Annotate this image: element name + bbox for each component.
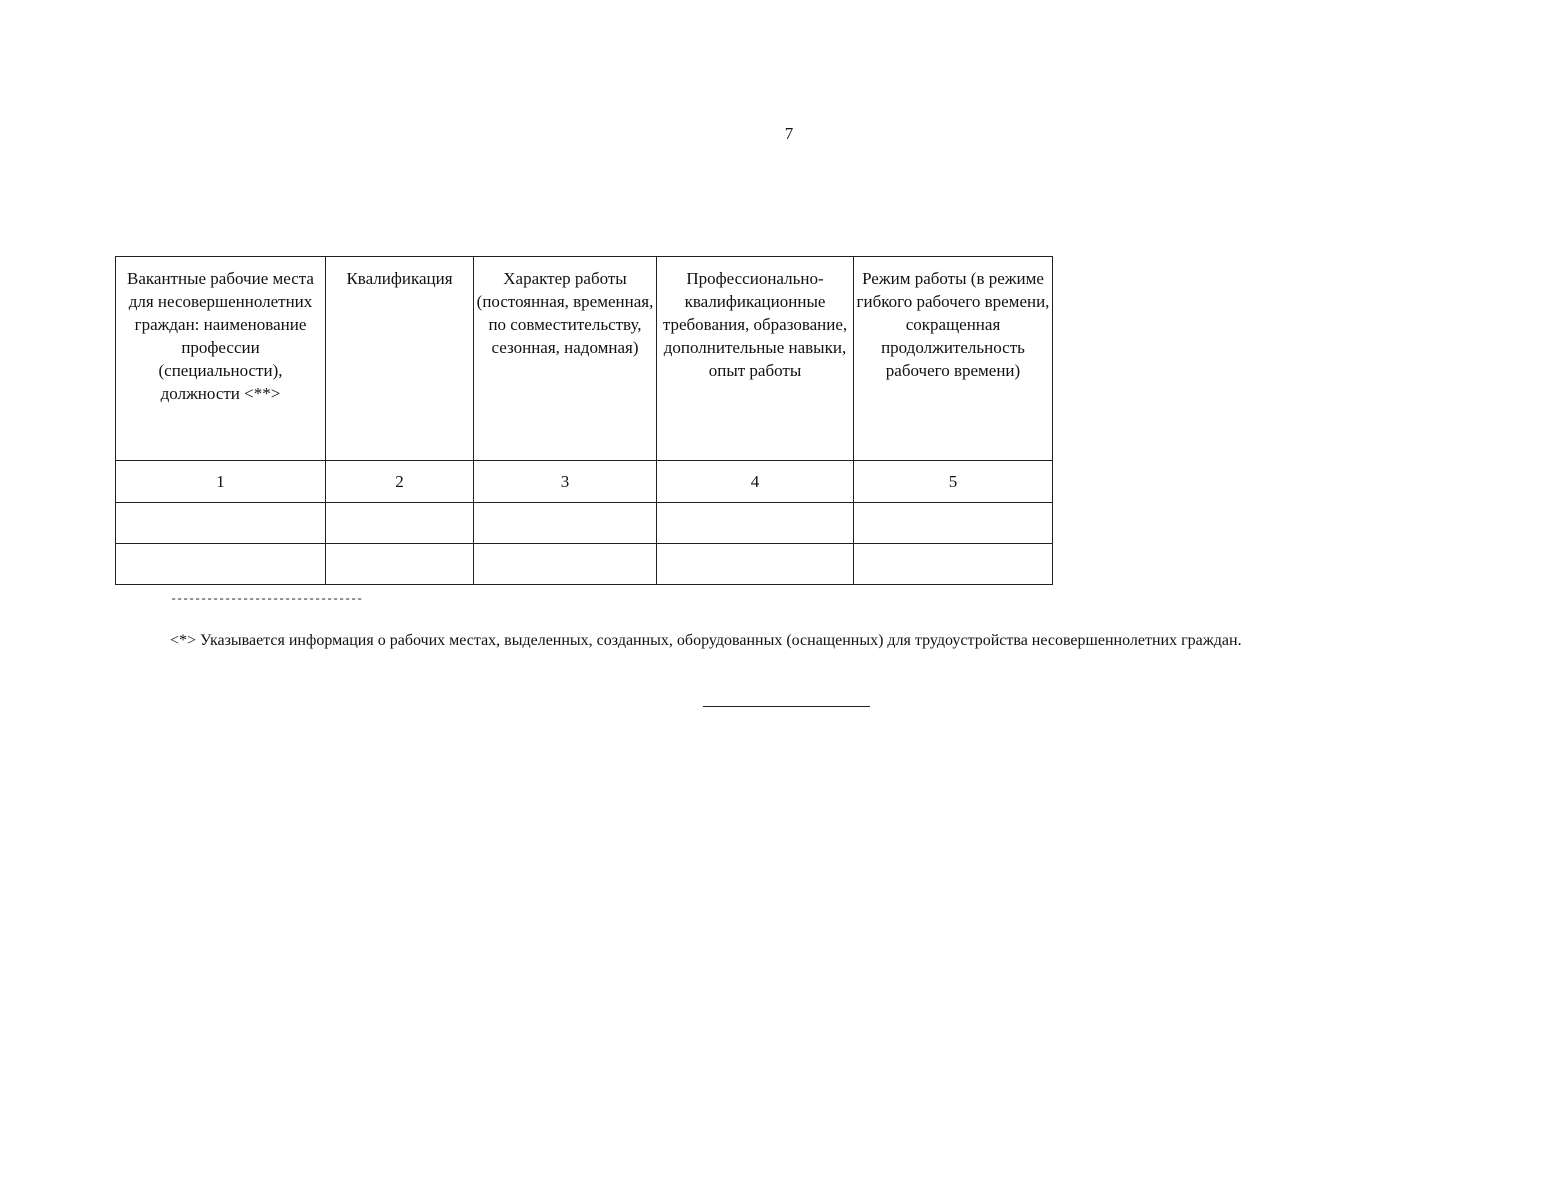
header-work-nature: Характер работы (постоянная, временная, по совместительству, сезонная, надомная): [474, 257, 657, 461]
table-header-row: [116, 257, 1053, 461]
table-cell: [657, 503, 854, 544]
table-row: [116, 544, 1053, 585]
vacancies-table: [115, 256, 1053, 585]
header-requirements: Профессионально-квалификационные требования, образование, дополнительные навыки, опыт работы: [657, 257, 854, 461]
table-cell: [116, 503, 326, 544]
table-row: [116, 503, 1053, 544]
header-vacant-workplaces: Вакантные рабочие места для несовершеннолетних граждан: наименование профессии (специальности), должности <**>: [116, 257, 326, 461]
column-number: 2: [326, 461, 474, 503]
column-number: 5: [854, 461, 1053, 503]
table-cell: [116, 544, 326, 585]
footnote: <*> Указывается информация о рабочих местах, выделенных, созданных, оборудованных (оснащенных) для трудоустройства несовершеннолетних граждан.: [170, 632, 1242, 649]
table-cell: [474, 503, 657, 544]
table-cell: [657, 544, 854, 585]
header-qualification: Квалификация: [326, 257, 474, 461]
page-number: 7: [784, 124, 794, 143]
column-number-row: [116, 461, 1053, 503]
table-cell: [854, 544, 1053, 585]
table-cell: [854, 503, 1053, 544]
header-work-mode: Режим работы (в режиме гибкого рабочего времени, сокращенная продолжительность рабочего времени): [854, 257, 1053, 461]
footnote-separator: --------------------------------: [170, 592, 363, 606]
table-cell: [326, 544, 474, 585]
column-number: 1: [116, 461, 326, 503]
column-number: 3: [474, 461, 657, 503]
table-cell: [474, 544, 657, 585]
table-cell: [326, 503, 474, 544]
end-divider: [703, 706, 870, 707]
column-number: 4: [657, 461, 854, 503]
